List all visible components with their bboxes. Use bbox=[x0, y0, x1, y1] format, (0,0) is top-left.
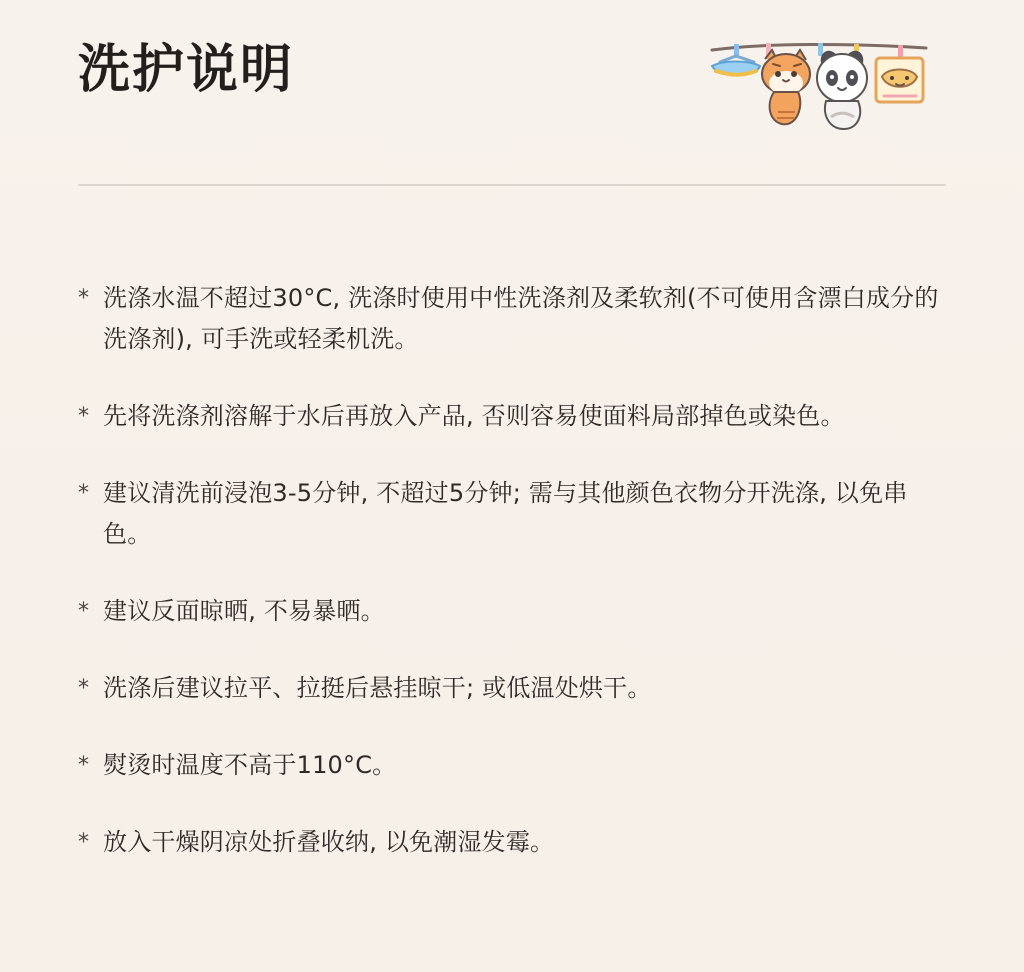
title-divider bbox=[78, 184, 946, 186]
instruction-text: 先将洗涤剂溶解于水后再放入产品, 否则容易使面料局部掉色或染色。 bbox=[103, 402, 845, 430]
page-title: 洗护说明 bbox=[78, 40, 295, 100]
bullet-marker: * bbox=[78, 830, 89, 855]
instruction-dissolve-detergent bbox=[78, 396, 954, 437]
instruction-water-temperature bbox=[78, 278, 954, 360]
bullet-marker: * bbox=[78, 286, 89, 311]
instruction-ironing-temperature bbox=[78, 745, 954, 786]
instruction-text: 放入干燥阴凉处折叠收纳, 以免潮湿发霉。 bbox=[103, 828, 555, 856]
bullet-marker: * bbox=[78, 481, 89, 506]
instruction-text: 洗涤水温不超过30°C, 洗涤时使用中性洗涤剂及柔软剂(不可使用含漂白成分的洗涤剂), 可手洗或轻柔机洗。 bbox=[103, 284, 939, 353]
instruction-text: 洗涤后建议拉平、拉挺后悬挂晾干; 或低温处烘干。 bbox=[103, 674, 652, 702]
bullet-marker: * bbox=[78, 676, 89, 701]
bullet-marker: * bbox=[78, 753, 89, 778]
instruction-text: 熨烫时温度不高于110°C。 bbox=[103, 751, 397, 779]
instruction-text: 建议清洗前浸泡3-5分钟, 不超过5分钟; 需与其他颜色衣物分开洗涤, 以免串色。 bbox=[103, 479, 908, 548]
instruction-text: 建议反面晾晒, 不易暴晒。 bbox=[103, 597, 385, 625]
laundry-cats-icon bbox=[706, 38, 932, 134]
bullet-marker: * bbox=[78, 599, 89, 624]
instruction-storage bbox=[78, 822, 954, 863]
care-instructions-list bbox=[78, 278, 954, 863]
instruction-soaking-and-separation bbox=[78, 473, 954, 555]
instruction-drying-inside-out bbox=[78, 591, 954, 632]
bullet-marker: * bbox=[78, 404, 89, 429]
instruction-hang-or-low-dry bbox=[78, 668, 954, 709]
